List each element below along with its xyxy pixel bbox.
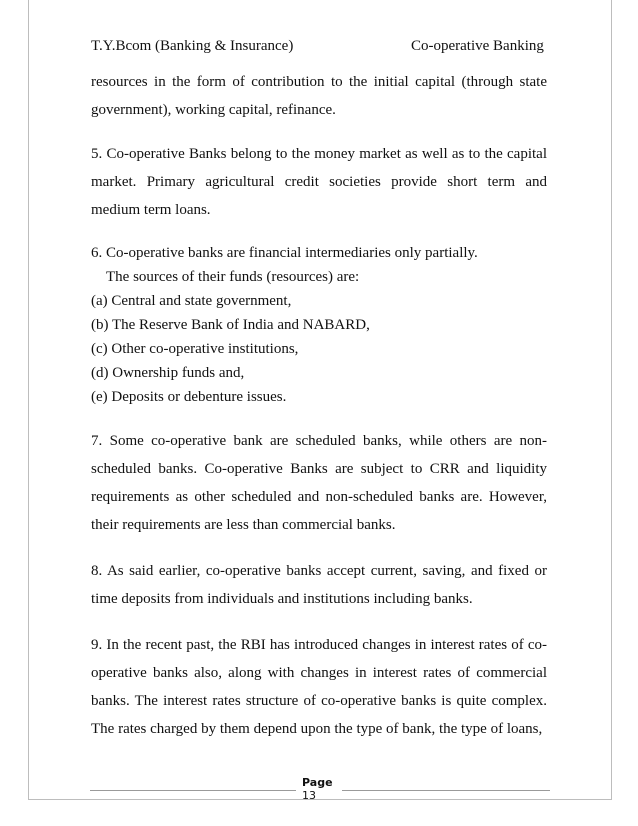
- paragraph-5: 5. Co-operative Banks belong to the money market as well as to the capital market. Primary agricultural credit societies provide short term and medium term loans.: [91, 146, 547, 218]
- page-label: Page: [302, 776, 333, 789]
- paragraph-8: 8. As said earlier, co-operative banks accept current, saving, and fixed or time deposits from individuals and institutions including banks.: [91, 563, 547, 607]
- paragraph-6-intro: The sources of their funds (resources) are:: [106, 269, 360, 285]
- fund-source-item: (b) The Reserve Bank of India and NABARD,: [91, 317, 370, 333]
- footer-rule-right: [342, 790, 550, 791]
- fund-source-item: (e) Deposits or debenture issues.: [91, 389, 287, 405]
- paragraph-4-continued: resources in the form of contribution to the initial capital (through state government), working capital, refinance.: [91, 74, 547, 118]
- page-number: 13: [302, 789, 316, 802]
- fund-source-item: (d) Ownership funds and,: [91, 365, 245, 381]
- fund-source-item: (a) Central and state government,: [91, 293, 292, 309]
- paragraph-6-heading: 6. Co-operative banks are financial intermediaries only partially.: [91, 245, 478, 261]
- header-subject-title: Co-operative Banking: [411, 38, 544, 54]
- paragraph-7: 7. Some co-operative bank are scheduled banks, while others are non-scheduled banks. Co-operative Banks are subject to CRR and liquidity requirements as other scheduled and non-scheduled banks are. However, their requirements are less than commercial banks.: [91, 433, 547, 533]
- fund-source-item: (c) Other co-operative institutions,: [91, 341, 299, 357]
- header-course-title: T.Y.Bcom (Banking & Insurance): [91, 38, 294, 54]
- footer-rule-left: [90, 790, 296, 791]
- paragraph-9: 9. In the recent past, the RBI has introduced changes in interest rates of co-operative banks also, along with changes in interest rates of commercial banks. The interest rates structure of co-operative banks is quite complex. The rates charged by them depend upon the type of bank, the type of loans,: [91, 637, 547, 737]
- page-content: [91, 68, 547, 743]
- paragraph-6: [91, 241, 547, 409]
